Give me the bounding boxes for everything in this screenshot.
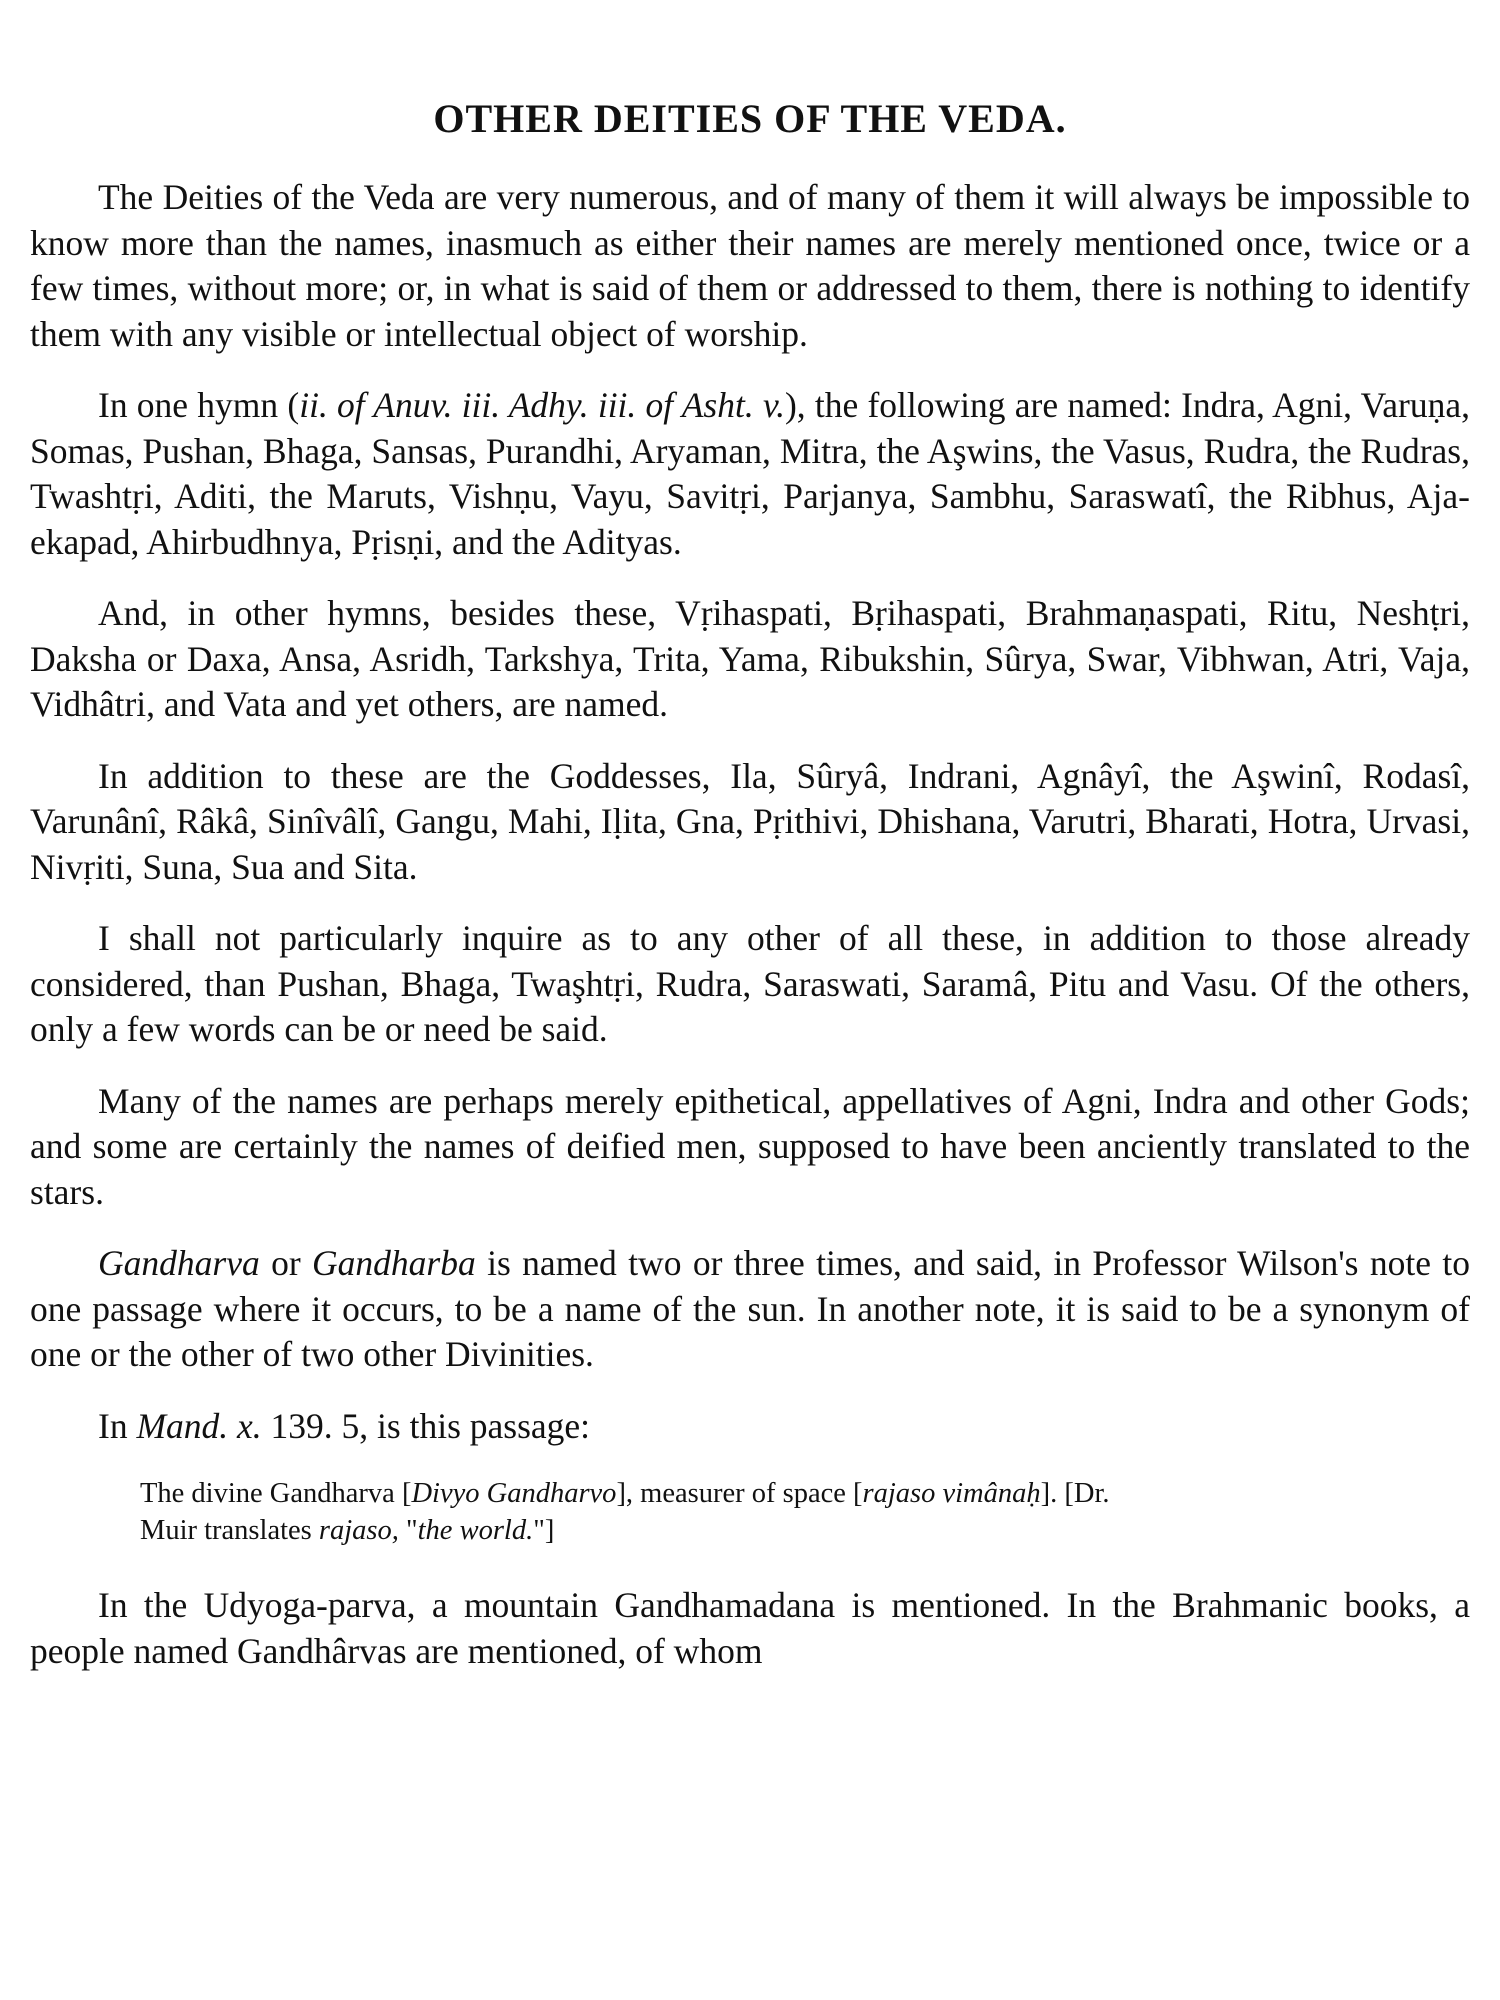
text-run: ]. [Dr. bbox=[1040, 1478, 1110, 1509]
term-gandharba: Gandharba bbox=[312, 1243, 476, 1283]
text-run: or bbox=[259, 1243, 313, 1283]
paragraph-hymn-names bbox=[30, 383, 1470, 565]
text-run: " bbox=[398, 1515, 418, 1546]
text-run: is named two or three times, and said, in Professor Wilson's note to one passage where it occurs, to be a name of the sun. In another note, it is said to be a synonym of one or the other of two other Divinities. bbox=[30, 1243, 1470, 1374]
text-run: 139. 5, is this passage: bbox=[261, 1405, 591, 1446]
quote-translation: the world. bbox=[417, 1515, 534, 1546]
paragraph-udyoga-parva: In the Udyoga-parva, a mountain Gandhamadana is mentioned. In the Brahmanic books, a people named Gandhârvas are mentioned, of whom bbox=[30, 1585, 1470, 1671]
paragraph-deities-numerous: The Deities of the Veda are very numerous, and of many of them it will always be impossible to know more than the names, inasmuch as either their names are merely mentioned once, twice or a few times, without more; or, in what is said of them or addressed to them, there is nothing to identify them with any visible or intellectual object of worship. bbox=[30, 177, 1470, 354]
citation-ref: ii. of Anuv. iii. Adhy. iii. of Asht. v. bbox=[299, 385, 785, 425]
page-title: OTHER DEITIES OF THE VEDA. bbox=[433, 96, 1067, 141]
text-run: ], measurer of space [ bbox=[616, 1478, 863, 1509]
text-run: ), the following are named: Indra, Agni, Varuṇa, Somas, Pushan, Bhaga, Sansas, Purandhi, Aryaman, Mitra, the Aşwins, the Vasus, Rudra, the Rudras, Twashtṛi, Aditi, the Maruts, Vishṇu, Vayu, Savitṛi, Parjanya, Sambhu, Saraswatî, the Ribhus, Aja-ekapad, Ahirbudhnya, Pṛisṇi, and the Adityas. bbox=[30, 385, 1470, 562]
paragraph-gandharva bbox=[30, 1241, 1470, 1378]
text-run: "] bbox=[533, 1515, 555, 1546]
paragraph-inquiry: I shall not particularly inquire as to any other of all these, in addition to those already considered, than Pushan, Bhaga, Twaşhtṛi, Rudra, Saraswati, Saramâ, Pitu and Vasu. Of the others, only a few words can be or need be said. bbox=[30, 918, 1470, 1049]
paragraph-other-hymns: And, in other hymns, besides these, Vṛihaspati, Bṛihaspati, Brahmaṇaspati, Ritu, Neshṭri, Daksha or Daxa, Ansa, Asridh, Tarkshya, Trita, Yama, Ribukshin, Sûrya, Swar, Vibhwan, Atri, Vaja, Vidhâtri, and Vata and yet others, are named. bbox=[30, 593, 1470, 724]
quote-sanskrit: rajaso vimânaḥ bbox=[862, 1478, 1041, 1509]
quote-sanskrit: Divyo Gandharvo bbox=[411, 1478, 617, 1509]
block-quote bbox=[140, 1475, 1470, 1549]
paragraph-mand-passage bbox=[30, 1404, 1470, 1450]
page bbox=[30, 95, 1470, 1700]
text-run: Muir translates bbox=[140, 1515, 319, 1546]
quote-line-1 bbox=[140, 1475, 1470, 1512]
term-gandharva: Gandharva bbox=[98, 1243, 260, 1283]
citation-ref: Mand. x. bbox=[136, 1405, 262, 1446]
quote-line-2 bbox=[140, 1512, 1470, 1549]
text-run: In one hymn ( bbox=[98, 385, 300, 425]
paragraph-epithetical: Many of the names are perhaps merely epithetical, appellatives of Agni, Indra and other Gods; and some are certainly the names of deified men, supposed to have been anciently translated to the stars. bbox=[30, 1080, 1470, 1212]
paragraph-goddesses: In addition to these are the Goddesses, Ila, Sûryâ, Indrani, Agnâyî, the Aşwinî, Rodasî, Varunânî, Râkâ, Sinîvâlî, Gangu, Mahi, Iḷita, Gna, Pṛithivi, Dhishana, Varutri, Bharati, Hotra, Urvasi, Nivṛiti, Suna, Sua and Sita. bbox=[30, 755, 1470, 887]
quote-sanskrit: rajaso, bbox=[318, 1515, 399, 1546]
text-run: In bbox=[98, 1405, 137, 1446]
text-run: The divine Gandharva [ bbox=[140, 1478, 412, 1509]
